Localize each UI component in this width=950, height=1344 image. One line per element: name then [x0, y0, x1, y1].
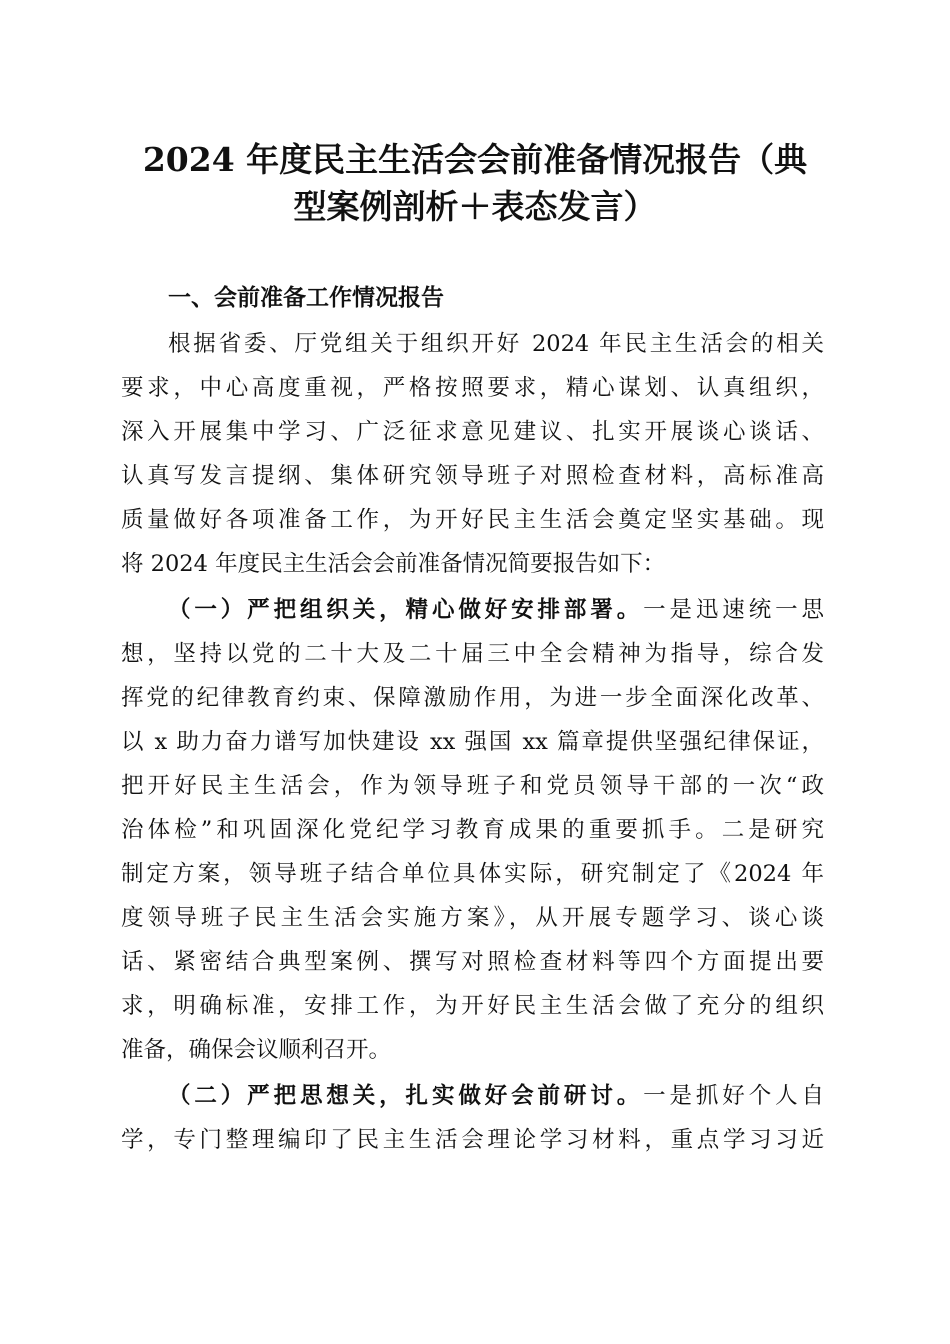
paragraph2-line: 想，坚持以党的二十大及二十届三中全会精神为指导，综合发: [121, 641, 824, 667]
paragraph3-line: 学，专门整理编印了民主生活会理论学习材料，重点学习习近: [121, 1127, 824, 1153]
document-title-line2: 型案例剖析＋表态发言）: [293, 187, 657, 226]
paragraph2-line: 制定方案，领导班子结合单位具体实际，研究制定了《2024 年: [121, 861, 824, 887]
paragraph1-line: 认真写发言提纲、集体研究领导班子对照检查材料，高标准高: [121, 463, 824, 489]
paragraph1-line: 深入开展集中学习、广泛征求意见建议、扎实开展谈心谈话、: [121, 419, 824, 445]
paragraph2-heading: （一）严把组织关，精心做好安排部署。: [168, 597, 644, 623]
section-heading: 一、会前准备工作情况报告: [168, 285, 444, 311]
paragraph2-line: 求，明确标准，安排工作，为开好民主生活会做了充分的组织: [121, 993, 824, 1019]
paragraph2-line: 准备，确保会议顺利召开。: [121, 1037, 392, 1063]
paragraph2-first-text: 一是迅速统一思: [643, 597, 824, 623]
paragraph2-first-line: [168, 588, 824, 632]
paragraph2-line: 以 x 助力奋力谱写加快建设 xx 强国 xx 篇章提供坚强纪律保证，: [121, 729, 824, 755]
paragraph2-line: 挥党的纪律教育约束、保障激励作用，为进一步全面深化改革、: [121, 685, 824, 711]
paragraph2-line: 度领导班子民主生活会实施方案》，从开展专题学习、谈心谈: [121, 905, 824, 931]
paragraph1-line: 将 2024 年度民主生活会会前准备情况简要报告如下：: [121, 551, 666, 577]
paragraph3-first-text: 一是抓好个人自: [643, 1083, 824, 1109]
paragraph1-line: 质量做好各项准备工作，为开好民主生活会奠定坚实基础。现: [121, 507, 824, 533]
paragraph1-line: 要求，中心高度重视，严格按照要求，精心谋划、认真组织，: [121, 375, 824, 401]
paragraph1-line: 根据省委、厅党组关于组织开好 2024 年民主生活会的相关: [168, 331, 824, 357]
paragraph2-line: 话、紧密结合典型案例、撰写对照检查材料等四个方面提出要: [121, 949, 824, 975]
paragraph3-first-line: [168, 1074, 824, 1118]
paragraph2-line: 把开好民主生活会，作为领导班子和党员领导干部的一次“政: [121, 773, 824, 799]
paragraph2-line: 治体检”和巩固深化党纪学习教育成果的重要抓手。二是研究: [121, 817, 824, 843]
document-title-line1: 2024 年度民主生活会会前准备情况报告（典: [142, 140, 808, 179]
paragraph3-heading: （二）严把思想关，扎实做好会前研讨。: [168, 1083, 644, 1109]
